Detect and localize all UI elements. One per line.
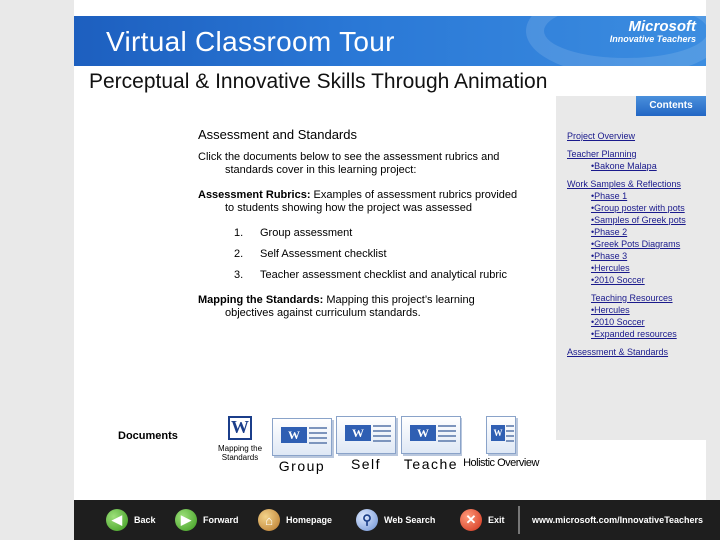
exit-button[interactable] xyxy=(460,508,505,532)
main-content xyxy=(198,128,524,332)
nav-work-group-poster[interactable]: •Group poster with pots xyxy=(591,203,685,213)
documents-label: Documents xyxy=(118,430,178,442)
back-arrow-icon: ◀ xyxy=(106,509,128,531)
intro-text: Click the documents below to see the assessment rubrics and xyxy=(198,151,500,163)
list-item xyxy=(234,269,524,282)
mapping-lead: Mapping the Standards: xyxy=(198,294,324,306)
bottom-left-margin xyxy=(0,500,74,540)
mapping-standards-doc[interactable] xyxy=(216,416,264,462)
teacher-assessment-doc[interactable] xyxy=(400,416,462,472)
forward-label: Forward xyxy=(203,515,239,525)
logo-subtitle: Innovative Teachers xyxy=(609,34,696,44)
close-icon: ✕ xyxy=(460,509,482,531)
nav-res-expanded[interactable]: •Expanded resources xyxy=(591,329,677,339)
word-badge: W xyxy=(491,425,505,441)
doc-caption-line2: Standards xyxy=(221,453,259,462)
right-margin xyxy=(706,0,720,500)
doc-caption: Group xyxy=(278,458,326,474)
word-doc-icon xyxy=(336,416,396,454)
logo-word: Microsoft xyxy=(628,18,696,35)
mapping-paragraph xyxy=(198,294,524,320)
nav-work-hercules[interactable]: •Hercules xyxy=(591,263,630,273)
rubrics-text-cont: to students showing how the project was assessed xyxy=(225,202,473,214)
nav-work-phase-1[interactable]: •Phase 1 xyxy=(591,191,628,201)
doc-caption: Holistic Overview xyxy=(463,457,539,469)
word-badge: W xyxy=(410,425,436,441)
list-text: Self Assessment checklist xyxy=(260,248,387,260)
nav-work-phase-2[interactable]: •Phase 2 xyxy=(591,227,628,237)
list-number: 2. xyxy=(234,248,244,260)
web-search-label: Web Search xyxy=(384,515,436,525)
exit-label: Exit xyxy=(488,515,505,525)
doc-caption: Self xyxy=(350,456,382,472)
section-heading: Assessment and Standards xyxy=(198,127,357,142)
nav-teaching-resources[interactable]: Teaching Resources xyxy=(591,293,673,303)
list-text: Teacher assessment checklist and analytical rubric xyxy=(260,269,508,281)
nav-divider xyxy=(518,506,520,534)
banner-title: Virtual Classroom Tour xyxy=(106,26,395,57)
back-button[interactable] xyxy=(106,508,156,532)
nav-work-soccer[interactable]: •2010 Soccer xyxy=(591,275,645,285)
list-number: 3. xyxy=(234,269,244,281)
forward-arrow-icon: ▶ xyxy=(175,509,197,531)
rubrics-lead: Assessment Rubrics: xyxy=(198,189,311,201)
nav-teacher-planning[interactable]: Teacher Planning xyxy=(567,149,637,159)
word-doc-icon: W xyxy=(228,416,252,440)
forward-button[interactable] xyxy=(175,508,239,532)
nav-work-pots-diagrams[interactable]: •Greek Pots Diagrams xyxy=(591,239,681,249)
list-item xyxy=(234,248,524,261)
mapping-text: Mapping this project’s learning xyxy=(323,294,475,306)
word-doc-icon xyxy=(486,416,516,454)
back-label: Back xyxy=(134,515,156,525)
word-doc-icon xyxy=(272,418,332,456)
nav-work-samples[interactable]: Work Samples & Reflections xyxy=(567,179,681,189)
left-margin xyxy=(0,0,74,500)
header-banner xyxy=(74,16,706,66)
rubrics-paragraph xyxy=(198,189,524,215)
intro-text-cont: standards cover in this learning project: xyxy=(225,164,417,176)
doc-caption-line1: Mapping the xyxy=(217,444,263,453)
doc-caption: Teache xyxy=(403,456,459,472)
list-item xyxy=(234,227,524,240)
self-assessment-doc[interactable] xyxy=(336,416,396,472)
nav-res-soccer[interactable]: •2010 Soccer xyxy=(591,317,645,327)
website-link[interactable]: www.microsoft.com/InnovativeTeachers xyxy=(532,515,704,525)
web-search-button[interactable] xyxy=(356,508,435,532)
list-number: 1. xyxy=(234,227,244,239)
contents-tab: Contents xyxy=(636,96,706,116)
word-doc-icon xyxy=(401,416,461,454)
nav-work-phase-3[interactable]: •Phase 3 xyxy=(591,251,628,261)
contents-nav xyxy=(567,130,703,358)
word-badge: W xyxy=(281,427,307,443)
word-badge: W xyxy=(345,425,371,441)
home-icon: ⌂ xyxy=(258,509,280,531)
intro-paragraph xyxy=(198,151,524,177)
holistic-overview-doc[interactable] xyxy=(464,416,538,469)
nav-assessment-standards[interactable]: Assessment & Standards xyxy=(567,347,669,357)
rubrics-text: Examples of assessment rubrics provided xyxy=(310,189,518,201)
mapping-text-cont: objectives against curriculum standards. xyxy=(225,307,421,319)
homepage-label: Homepage xyxy=(286,515,333,525)
nav-project-overview[interactable]: Project Overview xyxy=(567,131,636,141)
banner-top-strip xyxy=(74,0,706,16)
homepage-button[interactable] xyxy=(258,508,332,532)
magnifier-icon: ⚲ xyxy=(356,509,378,531)
group-assessment-doc[interactable] xyxy=(272,418,332,474)
nav-bakone-malapa[interactable]: •Bakone Malapa xyxy=(591,161,657,171)
nav-work-greek-pots[interactable]: •Samples of Greek pots xyxy=(591,215,686,225)
page-subtitle: Perceptual & Innovative Skills Through Animation xyxy=(89,70,548,93)
nav-res-hercules[interactable]: •Hercules xyxy=(591,305,630,315)
microsoft-logo xyxy=(610,18,696,44)
list-text: Group assessment xyxy=(260,227,353,239)
